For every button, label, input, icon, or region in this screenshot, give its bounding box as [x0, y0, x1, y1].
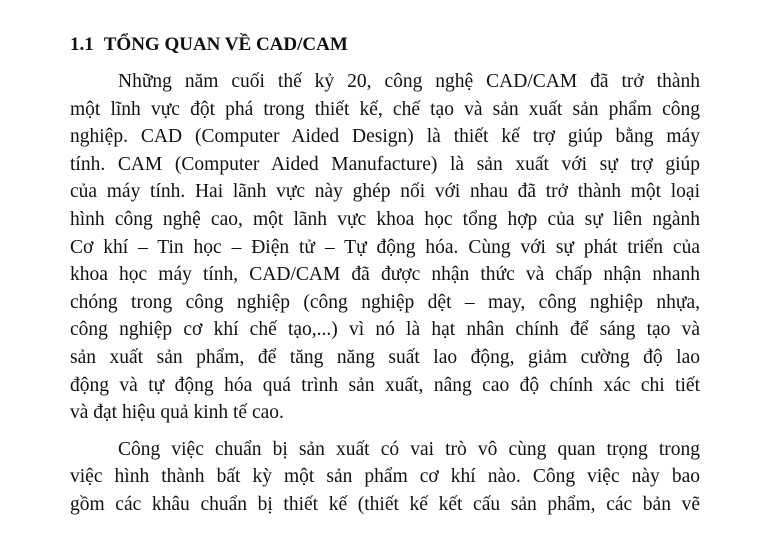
paragraph-line: của máy tính. Hai lãnh vực này ghép nối với nhau đã trở thành một loại	[70, 181, 700, 203]
document-page	[70, 30, 700, 519]
section-number: 1.1	[70, 34, 94, 55]
paragraph-line: nghiệp. CAD (Computer Aided Design) là thiết kế trợ giúp bằng máy	[70, 126, 700, 148]
paragraph-line: hình công nghệ cao, một lãnh vực khoa học tổng hợp của sự liên ngành	[70, 208, 700, 230]
paragraph-line: Những năm cuối thế kỷ 20, công nghệ CAD/CAM đã trở thành	[118, 71, 700, 92]
paragraph-line: một lĩnh vực đột phá trong thiết kế, chế tạo và sản xuất sản phẩm công	[70, 98, 700, 120]
paragraph-2	[70, 436, 700, 519]
paragraph-1	[70, 68, 700, 427]
paragraph-line: việc hình thành bất kỳ một sản phẩm cơ khí nào. Công việc này bao	[70, 466, 700, 488]
paragraph-line: chóng trong công nghiệp (công nghiệp dệt – may, công nghiệp nhựa,	[70, 291, 700, 313]
paragraph-line: và đạt hiệu quả kinh tế cao.	[70, 402, 284, 424]
paragraph-gap	[70, 427, 700, 436]
paragraph-line: công nghiệp cơ khí chế tạo,...) vì nó là hạt nhân chính để sáng tạo và	[70, 319, 700, 341]
paragraph-line: tính. CAM (Computer Aided Manufacture) là sản xuất với sự trợ giúp	[70, 153, 700, 175]
paragraph-line: gồm các khâu chuẩn bị thiết kế (thiết kế kết cấu sản phẩm, các bản vẽ	[70, 493, 700, 515]
section-heading	[70, 30, 700, 60]
section-title: TỔNG QUAN VỀ CAD/CAM	[103, 34, 348, 55]
paragraph-line: khoa học máy tính, CAD/CAM đã được nhận thức và chấp nhận nhanh	[70, 264, 700, 286]
paragraph-line: sản xuất sản phẩm, để tăng năng suất lao động, giảm cường độ lao	[70, 346, 700, 368]
paragraph-line: động và tự động hóa quá trình sản xuất, nâng cao độ chính xác chi tiết	[70, 374, 700, 396]
paragraph-line: Cơ khí – Tin học – Điện tử – Tự động hóa. Cùng với sự phát triển của	[70, 236, 700, 258]
paragraph-line: Công việc chuẩn bị sản xuất có vai trò vô cùng quan trọng trong	[118, 438, 700, 460]
